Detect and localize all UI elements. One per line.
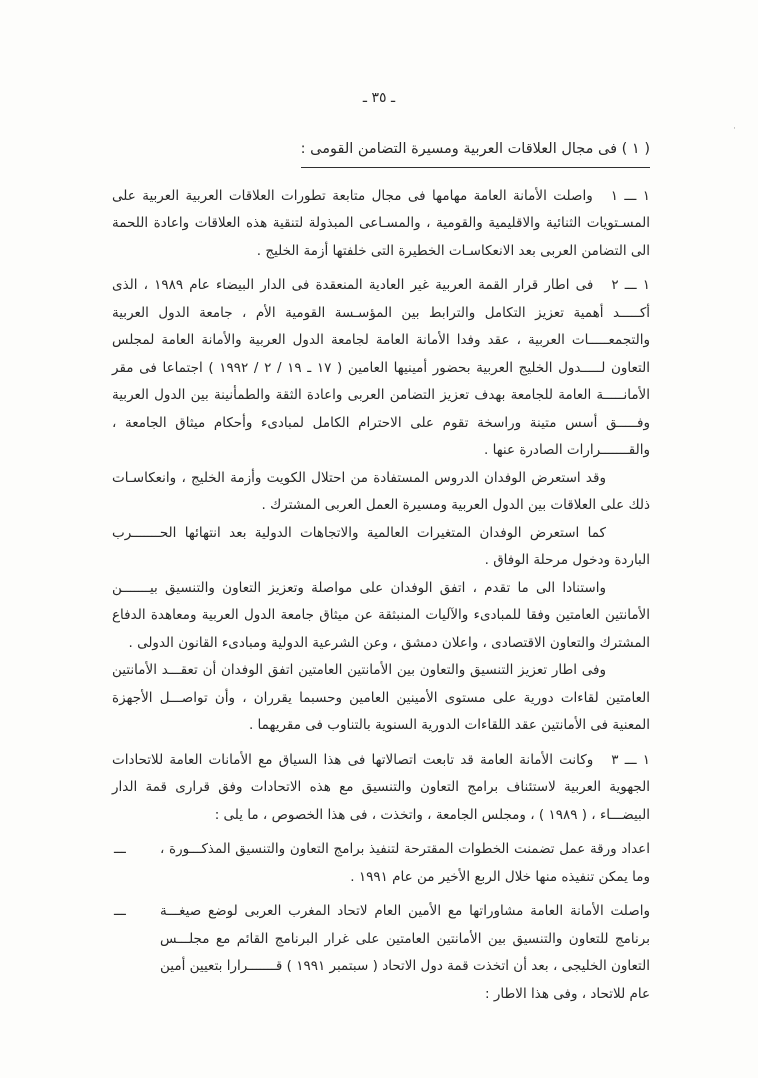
document-body <box>112 136 650 1008</box>
clause-number: ١ ـــ ٢ <box>611 277 650 293</box>
clause-paragraph <box>112 272 650 465</box>
clause-paragraph <box>112 183 650 266</box>
section-heading: ( ١ ) فى مجال العلاقات العربية ومسيرة التضامن القومى : <box>301 136 650 168</box>
paragraph-text: وفى اطار تعزيز التنسيق والتعاون بين الأمانتين العامتين اتفق الوفدان أن تعقـــد الأمانتين العامتين لقاءات دورية على مستوى الأمينين العامين وحسبما يقرران ، وأن تواصـــل الأجهزة المعنية فى الأمانتين عقد اللقاءات الدورية السنوية بالتناوب فى مقريهما . <box>112 662 650 733</box>
paragraph-text: وقد استعرض الوفدان الدروس المستفادة من احتلال الكويت وأزمة الخليج ، وانعكاسـات ذلك على العلاقات بين الدول العربية ومسيرة العمل العربى المشترك . <box>112 469 650 513</box>
paragraph-text: كما استعرض الوفدان المتغيرات العالمية والاتجاهات الدولية بعد انتهائها الحـــــــرب الباردة ودخول مرحلة الوفاق . <box>112 524 650 568</box>
dash-marker: ـــ <box>114 841 126 857</box>
clause-number: ١ ـــ ١ <box>610 187 650 204</box>
page-number: ـ ٣٥ ـ <box>362 90 396 106</box>
paragraph-text: واستنادا الى ما تقدم ، اتفق الوفدان على مواصلة وتعزيز التعاون والتنسيق بيـــــــن الأمانتين العامتين وفقا للمبادىء والآليات المنبثقة عن ميثاق جامعة الدول العربية ومعاهدة الدفاع المشترك والتعاون الاقتصادى ، واعلان دمشق ، وعن الشرعية الدولية ومبادىء القانون الدولى . <box>112 579 650 651</box>
list-item-text: اعداد ورقة عمل تضمنت الخطوات المقترحة لتنفيذ برامج التعاون والتنسيق المذكـــورة ، وما يمكن تنفيذه منها خلال الربع الأخير من عام ١٩٩١ . <box>160 841 650 885</box>
clause-1-1 <box>112 183 650 266</box>
scan-artifact-dot: · <box>733 124 736 134</box>
clause-1-3 <box>112 747 650 830</box>
clause-paragraph <box>112 747 650 830</box>
heading-row <box>112 136 650 168</box>
paragraph-text: وكانت الأمانة العامة قد تابعت اتصالاتها فى هذا السياق مع الأمانات العامة للاتحادات الجهوية العربية لاستئناف برامج التعاون والتنسيق مع هذه الاتحادات وفق قرارى قمة الدار البيضـــاء ، ( ١٩٨٩ ) ، ومجلس الجامعة ، واتخذت ، فى هذا الخصوص ، ما يلى : <box>112 751 650 823</box>
list-item-text: واصلت الأمانة العامة مشاوراتها مع الأمين العام لاتحاد المغرب العربى لوضع صيغـــة برنامج للتعاون والتنسيق بين الأمانتين العامتين على غرار البرنامج القائم مع مجلـــس التعاون الخليجى ، بعد أن اتخذت قمة دول الاتحاد ( سبتمبر ١٩٩١ ) قـــــــرارا بتعيين أمين عام للاتحاد ، وفى هذا الاطار : <box>160 903 650 1002</box>
clause-number: ١ ـــ ٣ <box>611 751 651 768</box>
dash-marker: ـــ <box>114 903 126 919</box>
clause-1-2 <box>112 272 650 740</box>
list-item <box>112 898 650 1008</box>
paragraph-text: واصلت الأمانة العامة مهامها فى مجال متابعة تطورات العلاقات العربية العربية على المسـتويات الثنائية والاقليمية والقومية ، والمسـاعى المبذولة لتنقية هذه العلاقات واعادة اللحمة الى التضامن العربى بعد الانعكاسـات الخطيرة التى خلفتها أزمة الخليج . <box>112 187 650 259</box>
list-item <box>112 836 650 891</box>
paragraph-text: فى اطار قرار القمة العربية غير العادية المنعقدة فى الدار البيضاء عام ١٩٨٩ ، الذى أكـــــد أهمية تعزيز التكامل والترابط بين المؤسـسة القومية الأم ، جامعة الدول العربية والتجمعـــــات العربية ، عقد وفدا الأمانة العامة لجامعة الدول العربية والأمانة العامة لمجلس التعاون لـــــدول الخليج العربية بحضور أمينيها العامين ( ١٧ ـ ١٩ / ٢ / ١٩٩٢ ) اجتماعا فى مقر الأمانـــــة العامة للجامعة بهدف تعزيز التضامن العربى واعادة الثقة والطمأنينة بين الدول العربية وفـــــق أسس متينة وراسخة تقوم على الاحترام الكامل لمبادىء وأحكام ميثاق الجامعة ، والقـــــــرارات الصادرة عنها . <box>112 277 650 458</box>
